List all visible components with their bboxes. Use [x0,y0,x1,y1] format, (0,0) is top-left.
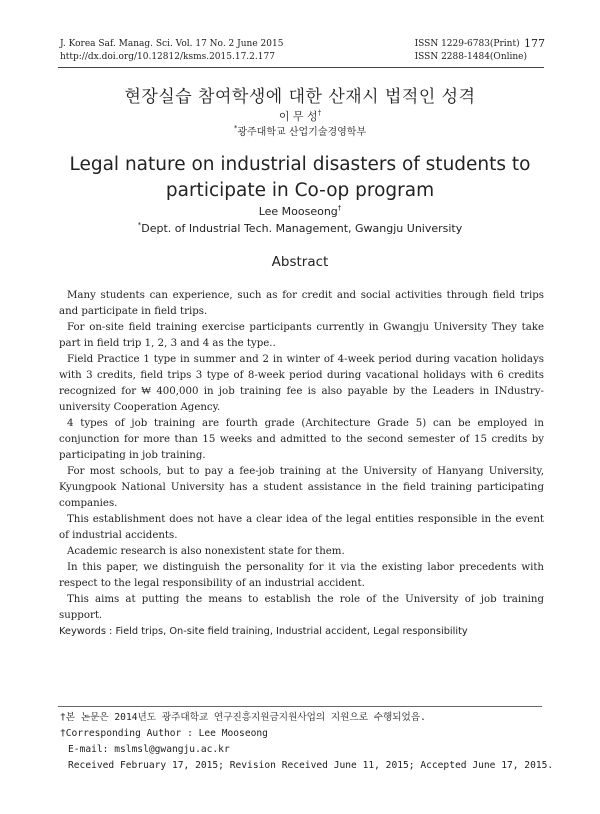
korean-author-mark: † [317,109,322,117]
english-title-text: Legal nature on industrial disasters of students to participate in Co-op program [69,154,531,201]
korean-author-name: 이 무 성 [278,110,318,123]
english-affiliation-mark: * [137,221,142,229]
english-author [0,205,600,218]
issn-print: ISSN 1229-6783(Print) [414,39,520,49]
english-affiliation-text: Dept. of Industrial Tech. Management, Gwangju University [141,222,463,235]
received-dates-note: Received February 17, 2015; Revision Received June 11, 2015; Accepted June 17, 2015. [68,760,554,771]
header-divider [58,67,544,68]
doi-link[interactable]: http://dx.doi.org/10.12812/ksms.2015.17.2.177 [60,52,275,62]
english-author-name: Lee Mooseong [258,205,338,218]
issn-online: ISSN 2288-1484(Online) [414,52,527,62]
header-right [415,38,527,64]
journal-citation: J. Korea Saf. Manag. Sci. Vol. 17 No. 2 June 2015 [60,39,284,49]
abstract-paragraph: Many students can experience, such as for credit and social activities through field trips and participate in field trips. [59,290,544,317]
abstract-paragraph: For most schools, but to pay a fee-job training at the University of Hanyang University, Kyungpook National University has a student assistance in the field training participating companies. [59,466,544,509]
abstract-paragraph: 4 types of job training are fourth grade (Architecture Grade 5) can be employed in conjunction for more than 15 weeks and admitted to the second semester of 15 credits by participating in job training. [59,418,544,461]
abstract-paragraph: For on-site field training exercise participants currently in Gwangju University They take part in field trip 1, 2, 3 and 4 as the type.. [59,322,544,349]
corresponding-author-note: †Corresponding Author : Lee Mooseong [60,728,268,739]
english-affiliation [0,222,600,235]
abstract-paragraph: In this paper, we distinguish the personality for it via the existing labor precedents with respect to the legal responsibility of an industrial accident. [59,562,544,589]
page-number: 177 [524,37,545,50]
abstract-heading: Abstract [271,254,329,270]
funding-note: †본 논문은 2014년도 광주대학교 연구진흥지원금지원사업의 지원으로 수행되었음. [60,712,426,723]
footnote-divider [58,706,542,707]
korean-author [0,108,600,124]
abstract-paragraph: Field Practice 1 type in summer and 2 in winter of 4-week period during vacation holidays with 3 credits, field trips 3 type of 8-week period during vacational holidays with 6 credits recognized for ₩ 400,000 in job training fee is also payable by the Leaders in INdustry-university Cooperation Agency. [59,354,544,413]
abstract-paragraph: Academic research is also nonexistent state for them. [67,546,345,557]
header-left [60,38,283,64]
english-title [0,152,600,204]
email-note[interactable]: E-mail: mslmsl@gwangju.ac.kr [68,744,230,755]
footnotes [60,710,554,774]
korean-affiliation [0,123,600,138]
korean-affiliation-mark: * [233,124,238,132]
abstract-body [59,288,544,640]
english-author-mark: † [337,204,342,212]
keywords: Keywords : Field trips, On-site field training, Industrial accident, Legal responsibility [59,626,468,637]
abstract-paragraph: This aims at putting the means to establish the role of the University of job training support. [59,594,544,621]
abstract-paragraph: This establishment does not have a clear idea of the legal entities responsible in the event of industrial accidents. [59,514,544,541]
korean-title: 현장실습 참여학생에 대한 산재시 법적인 성격 [124,87,476,107]
korean-affiliation-text: 광주대학교 산업기술경영학부 [237,127,367,138]
